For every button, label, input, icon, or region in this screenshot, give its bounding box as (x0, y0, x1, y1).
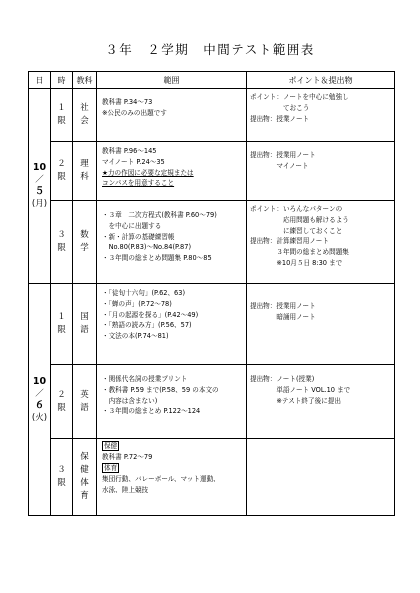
subject-kokugo: 国 語 (73, 284, 97, 365)
subject-hoken: 保 健 体 育 (73, 439, 97, 516)
period-1-day2: １ 限 (51, 284, 73, 365)
notes-eigo: 提出物：ノート(授業) 単語ノート VOL.10 まで ※テスト終了後に提出 (247, 365, 395, 439)
row-eigo (29, 365, 395, 439)
notes-kokugo: 提出物：授業用ノート 暗誦用ノート (247, 284, 395, 365)
range-hoken: 保健 教科書 P.72～79 体育 集団行動、バレーボール、マット運動、 水泳、陸上競技 (97, 439, 247, 516)
notes-hoken (247, 439, 395, 516)
hoken-label: 保健 (104, 442, 118, 450)
row-shakai (29, 89, 395, 142)
subject-sugaku: 数 学 (73, 201, 97, 284)
subject-shakai: 社 会 (73, 89, 97, 142)
header-range: 範囲 (97, 72, 247, 89)
exam-range-table (28, 71, 395, 516)
period-2: ２ 限 (51, 142, 73, 201)
subject-rika: 理 科 (73, 142, 97, 201)
row-hoken (29, 439, 395, 516)
period-1: １ 限 (51, 89, 73, 142)
period-3-day2: ３ 限 (51, 439, 73, 516)
row-kokugo (29, 284, 395, 365)
range-eigo: ・関係代名詞の授業プリント ・教科書 P.59 まで(P.58、59 の本文の 内容は含まない) ・３年間の総まとめ P.122～124 (97, 365, 247, 439)
notes-sugaku: ポイント：いろんなパターンの 応用問題も解けるよう に練習しておくこと 提出物：計算練習用ノート ３年間の総まとめ問題集 ※10月５日 8:30 まで (247, 201, 395, 284)
period-3: ３ 限 (51, 201, 73, 284)
header-day: 日 (29, 72, 51, 89)
range-kokugo: ・「徒旬十六句」(P.62、63) ・「蝉の声」(P.72～78) ・「月の起源を探る」(P.42～49) ・「熟語の読み方」(P.56、57) ・文法の本(P.74～81) (97, 284, 247, 365)
row-rika (29, 142, 395, 201)
hoken-range: 教科書 P.72～79 (102, 453, 153, 461)
row-sugaku (29, 201, 395, 284)
range-sugaku: ・３章 二次方程式(教科書 P.60～79) を中心に出題する ・新・計算の基礎練習帳 No.80(P.83)～No.84(P.87) ・３年間の総まとめ問題集 P.80～85 (97, 201, 247, 284)
header-row (29, 72, 395, 89)
notes-shakai: ポイント：ノートを中心に勉強し ておこう 提出物：授業ノート (247, 89, 395, 142)
header-subject: 教科 (73, 72, 97, 89)
date-cell-day2: 10 ／ ６ (火) (29, 284, 51, 516)
header-period: 時 (51, 72, 73, 89)
date-cell-day1: 10 ／ ５ (月) (29, 89, 51, 284)
page-title: ３年 ２学期 中間テスト範囲表 (105, 42, 315, 57)
header-notes: ポイント＆提出物 (247, 72, 395, 89)
notes-rika: 提出物：授業用ノート マイノート (247, 142, 395, 201)
range-rika: 教科書 P.96～145 マイノート P.24～35 ★力の作図に必要な定規または コンパスを用意すること (97, 142, 247, 201)
range-shakai: 教科書 P.34～73 ※公民のみの出題です (97, 89, 247, 142)
taiiku-label: 体育 (104, 463, 118, 472)
period-2-day2: ２ 限 (51, 365, 73, 439)
subject-eigo: 英 語 (73, 365, 97, 439)
